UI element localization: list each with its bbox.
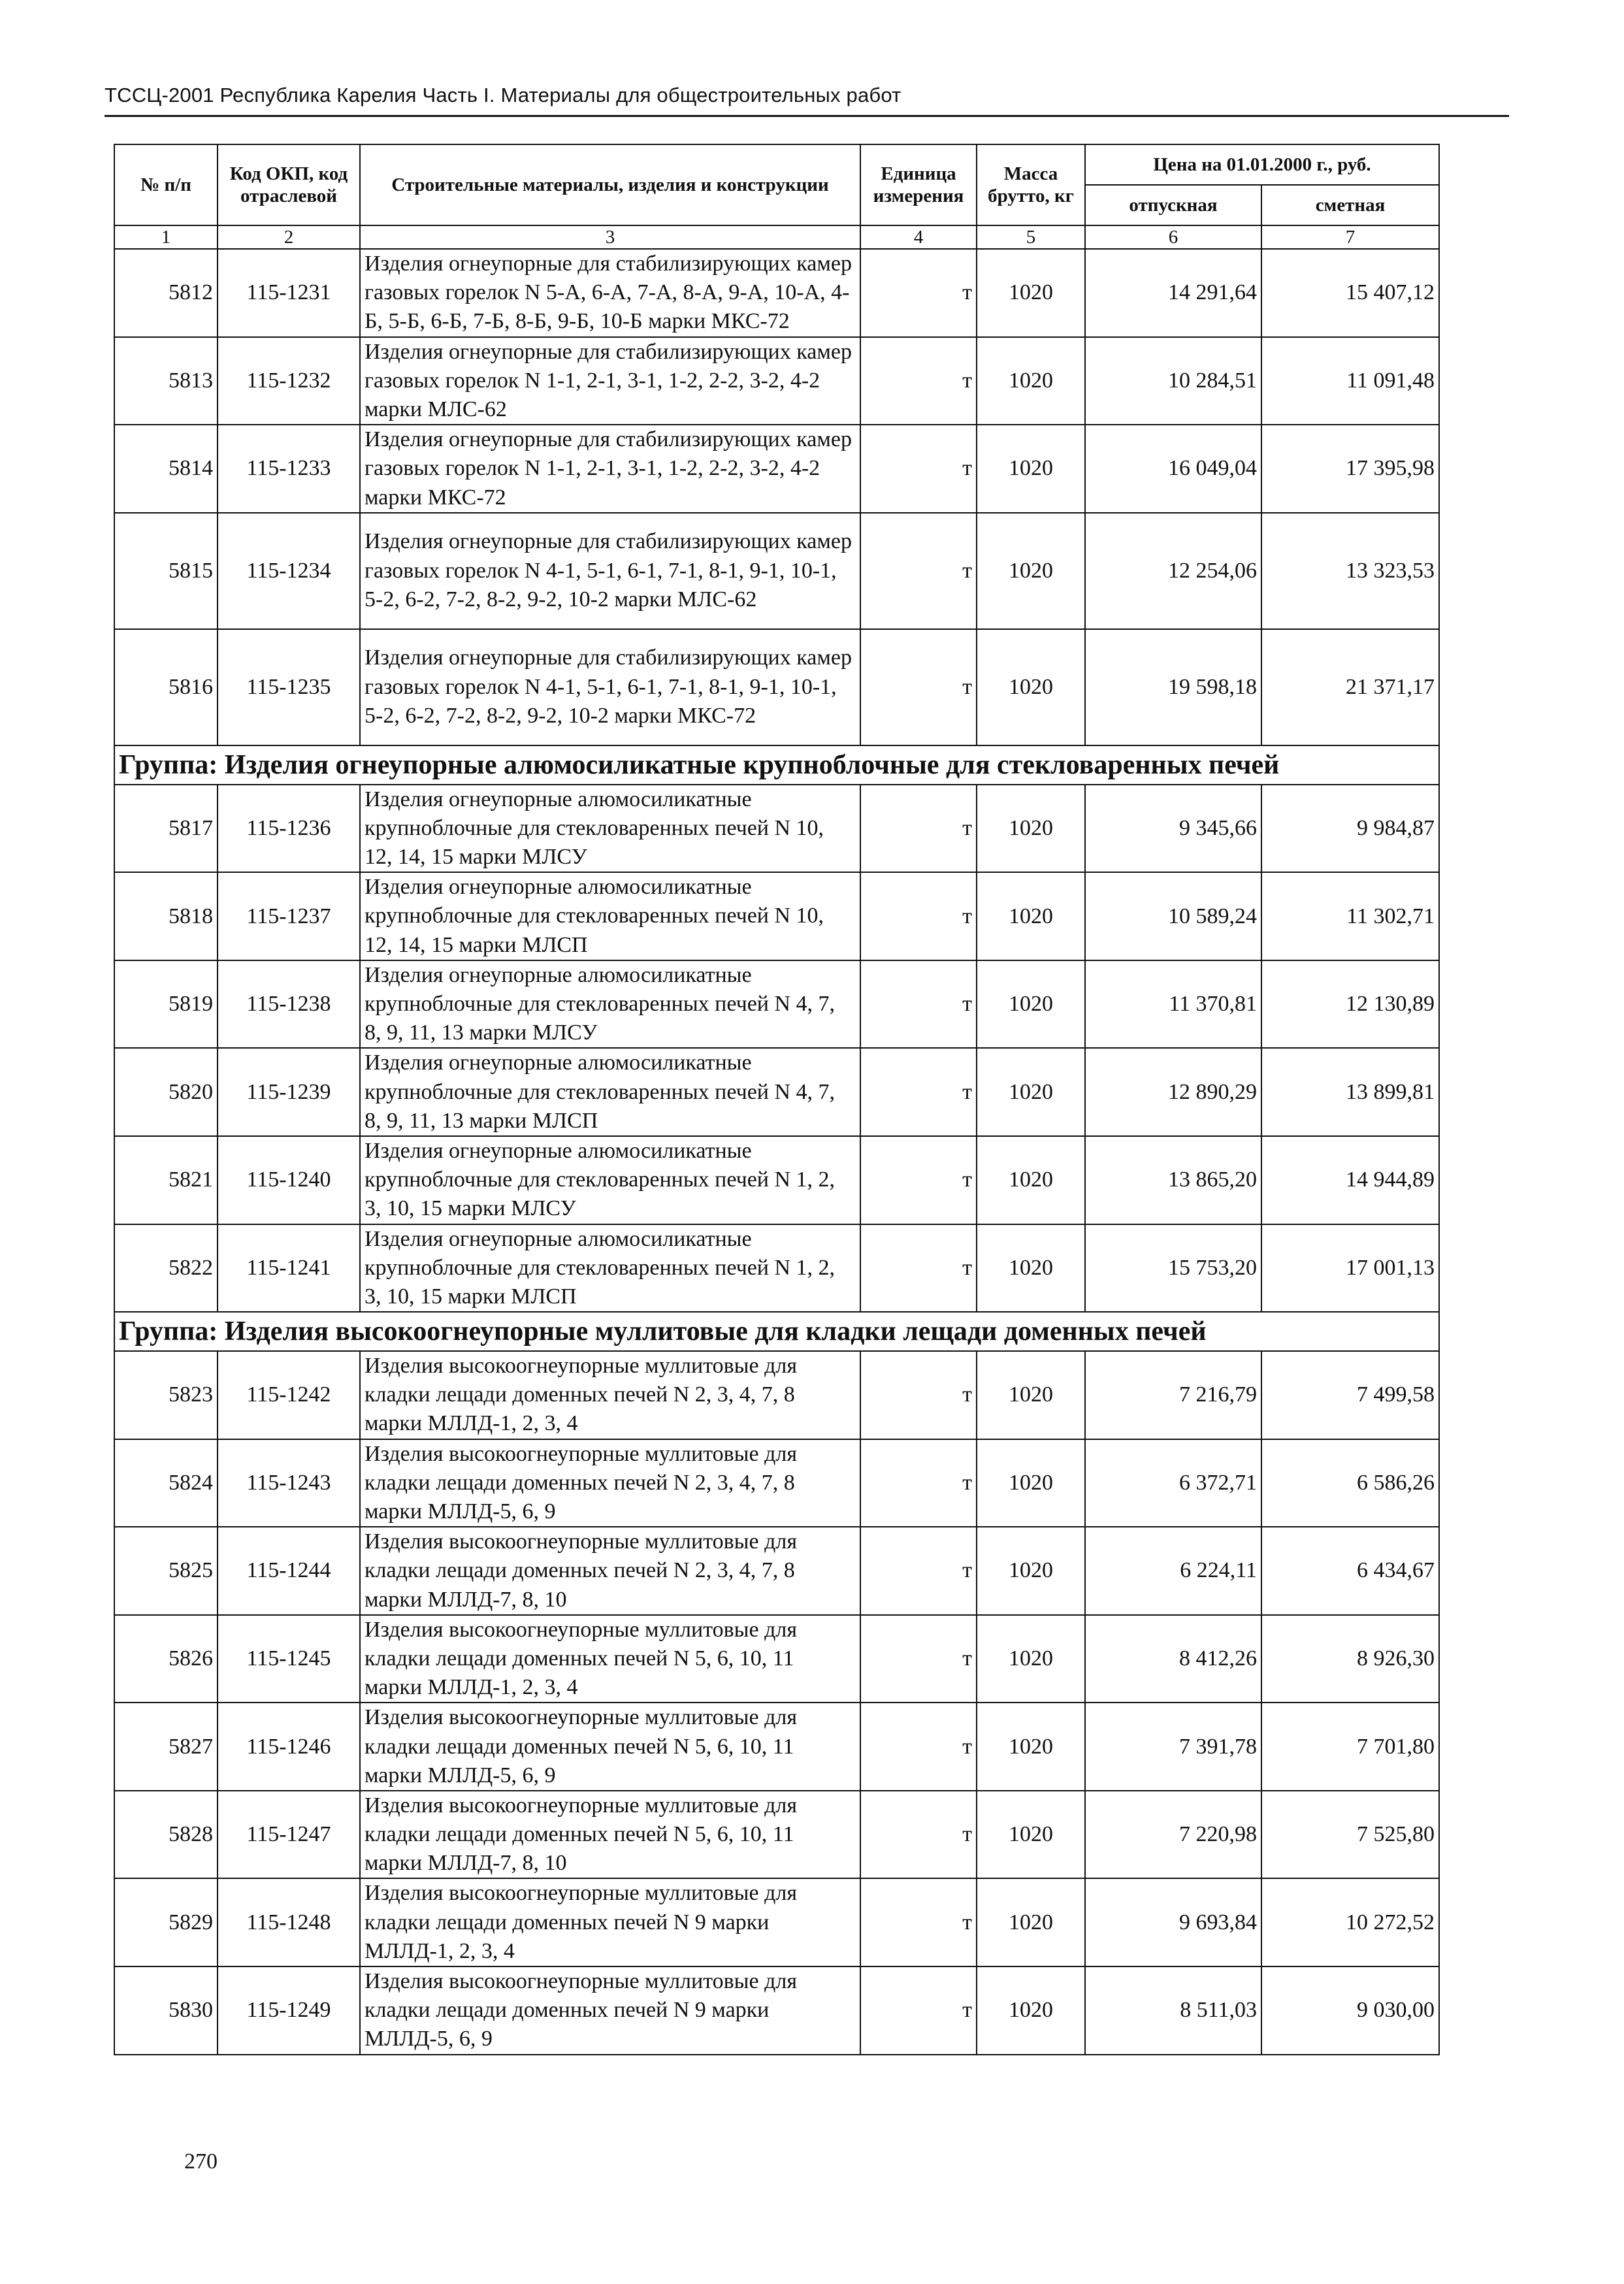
- table-row: [114, 785, 1439, 873]
- mass-cell: 1020: [977, 1439, 1085, 1527]
- okp-code: 115-1241: [218, 1224, 360, 1313]
- mass-cell: 1020: [977, 1615, 1085, 1703]
- material-name: Изделия огнеупорные алюмосиликатные крупноблочные для стекловаренных печей N 1, 2, 3, 10, 15 марки МЛСП: [360, 1224, 860, 1313]
- okp-code: 115-1245: [218, 1615, 360, 1703]
- row-number: 5828: [114, 1791, 218, 1879]
- price-release-cell: 19 598,18: [1085, 629, 1261, 745]
- row-number: 5825: [114, 1527, 218, 1615]
- row-number: 5817: [114, 785, 218, 873]
- material-name: Изделия высокоогнеупорные муллитовые для кладки лещади доменных печей N 9 марки МЛЛД-5, 6, 9: [360, 1966, 860, 2055]
- unit-cell: т: [860, 1527, 977, 1615]
- material-name: Изделия высокоогнеупорные муллитовые для кладки лещади доменных печей N 2, 3, 4, 7, 8 марки МЛЛД-1, 2, 3, 4: [360, 1351, 860, 1439]
- row-number: 5821: [114, 1136, 218, 1224]
- col-header-material: Строительные материалы, изделия и конструкции: [360, 144, 860, 225]
- table-row: [114, 337, 1439, 425]
- material-name: Изделия огнеупорные алюмосиликатные крупноблочные для стекловаренных печей N 10, 12, 14, 15 марки МЛСУ: [360, 785, 860, 873]
- running-header: ТССЦ-2001 Республика Карелия Часть I. Материалы для общестроительных работ: [105, 84, 901, 106]
- price-release-cell: 9 345,66: [1085, 785, 1261, 873]
- okp-code: 115-1238: [218, 960, 360, 1049]
- material-name: Изделия огнеупорные для стабилизирующих камер газовых горелок N 1-1, 2-1, 3-1, 1-2, 2-2, 3-2, 4-2 марки МЛС-62: [360, 337, 860, 425]
- unit-cell: т: [860, 337, 977, 425]
- price-release-cell: 10 284,51: [1085, 337, 1261, 425]
- mass-cell: 1020: [977, 1527, 1085, 1615]
- price-estimate-cell: 15 407,12: [1261, 249, 1439, 337]
- col-header-price-release: отпускная: [1085, 185, 1261, 225]
- price-table: [114, 144, 1440, 2055]
- okp-code: 115-1249: [218, 1966, 360, 2055]
- material-name: Изделия высокоогнеупорные муллитовые для кладки лещади доменных печей N 5, 6, 10, 11 марки МЛЛД-1, 2, 3, 4: [360, 1615, 860, 1703]
- material-name: Изделия высокоогнеупорные муллитовые для кладки лещади доменных печей N 9 марки МЛЛД-1, 2, 3, 4: [360, 1878, 860, 1966]
- mass-cell: 1020: [977, 1048, 1085, 1136]
- table-row: [114, 425, 1439, 513]
- mass-cell: 1020: [977, 1703, 1085, 1791]
- material-name: Изделия высокоогнеупорные муллитовые для кладки лещади доменных печей N 5, 6, 10, 11 марки МЛЛД-7, 8, 10: [360, 1791, 860, 1879]
- row-number: 5826: [114, 1615, 218, 1703]
- unit-cell: т: [860, 1791, 977, 1879]
- price-estimate-cell: 7 701,80: [1261, 1703, 1439, 1791]
- price-release-cell: 8 412,26: [1085, 1615, 1261, 1703]
- okp-code: 115-1236: [218, 785, 360, 873]
- okp-code: 115-1233: [218, 425, 360, 513]
- table-row: [114, 629, 1439, 745]
- mass-cell: 1020: [977, 1351, 1085, 1439]
- price-release-cell: 12 254,06: [1085, 513, 1261, 629]
- table-body: [114, 249, 1439, 2055]
- col-header-price-estimate: сметная: [1261, 185, 1439, 225]
- unit-cell: т: [860, 629, 977, 745]
- price-estimate-cell: 21 371,17: [1261, 629, 1439, 745]
- material-name: Изделия огнеупорные для стабилизирующих камер газовых горелок N 4-1, 5-1, 6-1, 7-1, 8-1, 9-1, 10-1, 5-2, 6-2, 7-2, 8-2, 9-2, 10-2 марки МЛС-62: [360, 513, 860, 629]
- price-release-cell: 12 890,29: [1085, 1048, 1261, 1136]
- price-estimate-cell: 13 899,81: [1261, 1048, 1439, 1136]
- material-name: Изделия огнеупорные для стабилизирующих камер газовых горелок N 1-1, 2-1, 3-1, 1-2, 2-2, 3-2, 4-2 марки МКС-72: [360, 425, 860, 513]
- row-number: 5824: [114, 1439, 218, 1527]
- material-name: Изделия огнеупорные алюмосиликатные крупноблочные для стекловаренных печей N 4, 7, 8, 9, 11, 13 марки МЛСП: [360, 1048, 860, 1136]
- table-row: [114, 1966, 1439, 2055]
- price-estimate-cell: 12 130,89: [1261, 960, 1439, 1049]
- col-header-okp: Код ОКП, код отраслевой: [218, 144, 360, 225]
- unit-cell: т: [860, 1136, 977, 1224]
- okp-code: 115-1232: [218, 337, 360, 425]
- okp-code: 115-1231: [218, 249, 360, 337]
- table-row: [114, 1351, 1439, 1439]
- unit-cell: т: [860, 1351, 977, 1439]
- table-row: [114, 1048, 1439, 1136]
- row-number: 5814: [114, 425, 218, 513]
- mass-cell: 1020: [977, 249, 1085, 337]
- okp-code: 115-1243: [218, 1439, 360, 1527]
- table-row: [114, 1703, 1439, 1791]
- col-header-mass: Масса брутто, кг: [977, 144, 1085, 225]
- okp-code: 115-1242: [218, 1351, 360, 1439]
- material-name: Изделия огнеупорные алюмосиликатные крупноблочные для стекловаренных печей N 1, 2, 3, 10, 15 марки МЛСУ: [360, 1136, 860, 1224]
- column-number: 6: [1085, 225, 1261, 249]
- table-row: [114, 1136, 1439, 1224]
- table-row: [114, 1615, 1439, 1703]
- mass-cell: 1020: [977, 337, 1085, 425]
- column-number: 7: [1261, 225, 1439, 249]
- group-title: Группа: Изделия огнеупорные алюмосиликатные крупноблочные для стекловаренных печей: [114, 745, 1439, 785]
- price-estimate-cell: 13 323,53: [1261, 513, 1439, 629]
- column-number: 1: [114, 225, 218, 249]
- material-name: Изделия высокоогнеупорные муллитовые для кладки лещади доменных печей N 2, 3, 4, 7, 8 марки МЛЛД-7, 8, 10: [360, 1527, 860, 1615]
- material-name: Изделия огнеупорные для стабилизирующих камер газовых горелок N 4-1, 5-1, 6-1, 7-1, 8-1, 9-1, 10-1, 5-2, 6-2, 7-2, 8-2, 9-2, 10-2 марки МКС-72: [360, 629, 860, 745]
- mass-cell: 1020: [977, 785, 1085, 873]
- row-number: 5823: [114, 1351, 218, 1439]
- okp-code: 115-1239: [218, 1048, 360, 1136]
- unit-cell: т: [860, 785, 977, 873]
- column-number: 4: [860, 225, 977, 249]
- table-row: [114, 1791, 1439, 1879]
- price-release-cell: 16 049,04: [1085, 425, 1261, 513]
- row-number: 5819: [114, 960, 218, 1049]
- okp-code: 115-1248: [218, 1878, 360, 1966]
- price-estimate-cell: 6 434,67: [1261, 1527, 1439, 1615]
- price-estimate-cell: 10 272,52: [1261, 1878, 1439, 1966]
- price-estimate-cell: 6 586,26: [1261, 1439, 1439, 1527]
- table-row: [114, 1439, 1439, 1527]
- price-release-cell: 7 216,79: [1085, 1351, 1261, 1439]
- mass-cell: 1020: [977, 1136, 1085, 1224]
- table-row: [114, 872, 1439, 960]
- okp-code: 115-1235: [218, 629, 360, 745]
- table-row: [114, 1224, 1439, 1313]
- material-name: Изделия высокоогнеупорные муллитовые для кладки лещади доменных печей N 5, 6, 10, 11 марки МЛЛД-5, 6, 9: [360, 1703, 860, 1791]
- row-number: 5813: [114, 337, 218, 425]
- price-estimate-cell: 9 984,87: [1261, 785, 1439, 873]
- price-estimate-cell: 8 926,30: [1261, 1615, 1439, 1703]
- price-release-cell: 8 511,03: [1085, 1966, 1261, 2055]
- mass-cell: 1020: [977, 1791, 1085, 1879]
- price-release-cell: 9 693,84: [1085, 1878, 1261, 1966]
- column-number-row: [114, 225, 1439, 249]
- row-number: 5822: [114, 1224, 218, 1313]
- unit-cell: т: [860, 249, 977, 337]
- row-number: 5816: [114, 629, 218, 745]
- table-row: [114, 249, 1439, 337]
- row-number: 5829: [114, 1878, 218, 1966]
- mass-cell: 1020: [977, 629, 1085, 745]
- page-number: 270: [184, 2149, 218, 2174]
- price-estimate-cell: 17 001,13: [1261, 1224, 1439, 1313]
- column-number: 5: [977, 225, 1085, 249]
- column-number: 3: [360, 225, 860, 249]
- mass-cell: 1020: [977, 1224, 1085, 1313]
- price-release-cell: 13 865,20: [1085, 1136, 1261, 1224]
- okp-code: 115-1240: [218, 1136, 360, 1224]
- price-release-cell: 7 220,98: [1085, 1791, 1261, 1879]
- price-release-cell: 15 753,20: [1085, 1224, 1261, 1313]
- group-title: Группа: Изделия высокоогнеупорные муллитовые для кладки лещади доменных печей: [114, 1312, 1439, 1351]
- unit-cell: т: [860, 425, 977, 513]
- mass-cell: 1020: [977, 960, 1085, 1049]
- material-name: Изделия огнеупорные алюмосиликатные крупноблочные для стекловаренных печей N 4, 7, 8, 9, 11, 13 марки МЛСУ: [360, 960, 860, 1049]
- price-release-cell: 10 589,24: [1085, 872, 1261, 960]
- row-number: 5830: [114, 1966, 218, 2055]
- price-estimate-cell: 14 944,89: [1261, 1136, 1439, 1224]
- price-release-cell: 7 391,78: [1085, 1703, 1261, 1791]
- column-number: 2: [218, 225, 360, 249]
- okp-code: 115-1234: [218, 513, 360, 629]
- row-number: 5820: [114, 1048, 218, 1136]
- mass-cell: 1020: [977, 513, 1085, 629]
- okp-code: 115-1237: [218, 872, 360, 960]
- material-name: Изделия огнеупорные алюмосиликатные крупноблочные для стекловаренных печей N 10, 12, 14, 15 марки МЛСП: [360, 872, 860, 960]
- row-number: 5827: [114, 1703, 218, 1791]
- price-estimate-cell: 9 030,00: [1261, 1966, 1439, 2055]
- unit-cell: т: [860, 1048, 977, 1136]
- unit-cell: т: [860, 1615, 977, 1703]
- unit-cell: т: [860, 1224, 977, 1313]
- col-header-unit: Единица измерения: [860, 144, 977, 225]
- unit-cell: т: [860, 513, 977, 629]
- okp-code: 115-1244: [218, 1527, 360, 1615]
- unit-cell: т: [860, 1703, 977, 1791]
- material-name: Изделия высокоогнеупорные муллитовые для кладки лещади доменных печей N 2, 3, 4, 7, 8 марки МЛЛД-5, 6, 9: [360, 1439, 860, 1527]
- unit-cell: т: [860, 1439, 977, 1527]
- unit-cell: т: [860, 872, 977, 960]
- price-release-cell: 6 224,11: [1085, 1527, 1261, 1615]
- group-header-row: [114, 745, 1439, 785]
- mass-cell: 1020: [977, 1878, 1085, 1966]
- price-estimate-cell: 11 302,71: [1261, 872, 1439, 960]
- okp-code: 115-1247: [218, 1791, 360, 1879]
- price-release-cell: 6 372,71: [1085, 1439, 1261, 1527]
- row-number: 5812: [114, 249, 218, 337]
- table-row: [114, 1878, 1439, 1966]
- price-release-cell: 14 291,64: [1085, 249, 1261, 337]
- price-estimate-cell: 7 499,58: [1261, 1351, 1439, 1439]
- table-row: [114, 1527, 1439, 1615]
- row-number: 5815: [114, 513, 218, 629]
- mass-cell: 1020: [977, 425, 1085, 513]
- unit-cell: т: [860, 960, 977, 1049]
- price-estimate-cell: 17 395,98: [1261, 425, 1439, 513]
- mass-cell: 1020: [977, 1966, 1085, 2055]
- col-header-num: № п/п: [114, 144, 218, 225]
- row-number: 5818: [114, 872, 218, 960]
- mass-cell: 1020: [977, 872, 1085, 960]
- table-row: [114, 513, 1439, 629]
- col-header-price-group: Цена на 01.01.2000 г., руб.: [1085, 144, 1439, 185]
- material-name: Изделия огнеупорные для стабилизирующих камер газовых горелок N 5-А, 6-А, 7-А, 8-А, 9-А, 10-А, 4-Б, 5-Б, 6-Б, 7-Б, 8-Б, 9-Б, 10-Б марки МКС-72: [360, 249, 860, 337]
- unit-cell: т: [860, 1966, 977, 2055]
- okp-code: 115-1246: [218, 1703, 360, 1791]
- table-row: [114, 960, 1439, 1049]
- unit-cell: т: [860, 1878, 977, 1966]
- price-estimate-cell: 11 091,48: [1261, 337, 1439, 425]
- price-release-cell: 11 370,81: [1085, 960, 1261, 1049]
- price-estimate-cell: 7 525,80: [1261, 1791, 1439, 1879]
- header-rule: [105, 115, 1509, 117]
- group-header-row: [114, 1312, 1439, 1351]
